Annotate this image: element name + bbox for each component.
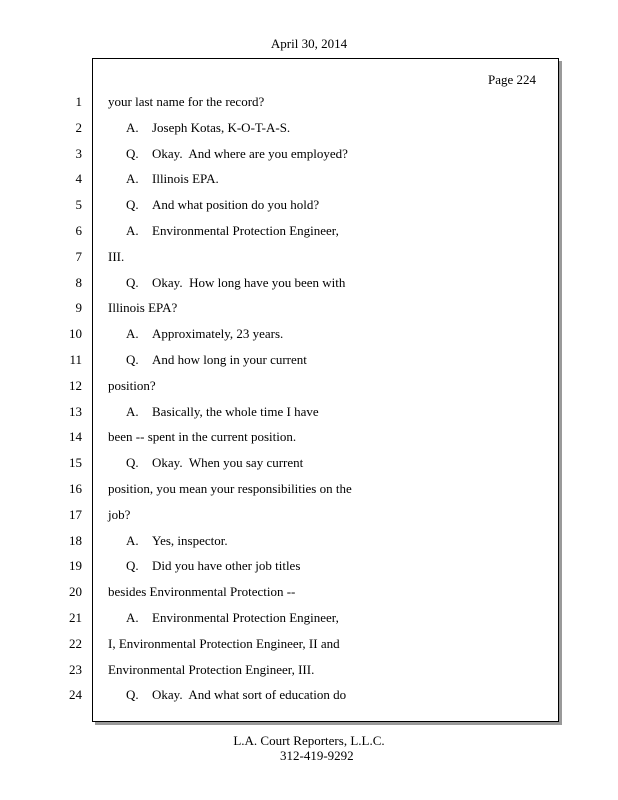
speaker-label: Q. (126, 145, 139, 161)
line-number: 11 (69, 351, 82, 367)
line-number: 2 (75, 119, 82, 135)
speaker-label: A. (126, 326, 139, 342)
speaker-label: Q. (126, 197, 139, 213)
transcript-line (108, 481, 548, 507)
line-number: 6 (75, 222, 82, 238)
speaker-label: A. (126, 222, 139, 238)
line-text: Okay. When you say current (152, 455, 304, 471)
line-text: been -- spent in the current position. (108, 429, 297, 445)
line-text: Environmental Protection Engineer, (152, 609, 339, 625)
line-number: 19 (69, 558, 82, 574)
line-text: Environmental Protection Engineer, (152, 222, 339, 238)
speaker-label: A. (126, 171, 139, 187)
line-number: 7 (75, 248, 82, 264)
line-text: Okay. How long have you been with (152, 274, 346, 290)
line-number: 17 (69, 506, 82, 522)
speaker-label: Q. (126, 351, 139, 367)
transcript-line (108, 223, 548, 249)
transcript-line (108, 533, 548, 559)
speaker-label: A. (126, 403, 139, 419)
line-number: 12 (69, 377, 82, 393)
line-text: Joseph Kotas, K-O-T-A-S. (152, 119, 291, 135)
speaker-label: A. (126, 609, 139, 625)
line-number: 14 (69, 429, 82, 445)
transcript-line (108, 352, 548, 378)
line-text: Okay. And what sort of education do (152, 687, 347, 703)
line-text: Illinois EPA. (152, 171, 219, 187)
transcript-line (108, 120, 548, 146)
transcript-line (108, 249, 548, 275)
line-number: 3 (75, 145, 82, 161)
speaker-label: A. (126, 119, 139, 135)
speaker-label: Q. (126, 687, 139, 703)
line-number: 24 (69, 687, 82, 703)
transcript-line (108, 558, 548, 584)
transcript-line (108, 507, 548, 533)
transcript-line (108, 455, 548, 481)
transcript-line (108, 610, 548, 636)
page-number: Page 224 (487, 72, 536, 87)
line-number: 21 (69, 609, 82, 625)
line-number: 18 (69, 532, 82, 548)
speaker-label: Q. (126, 274, 139, 290)
line-text: Basically, the whole time I have (152, 403, 319, 419)
transcript-line (108, 197, 548, 223)
transcript-line (108, 326, 548, 352)
line-number: 5 (75, 197, 82, 213)
line-text: And what position do you hold? (152, 197, 320, 213)
transcript-line (108, 584, 548, 610)
court-reporter-phone: 312-419-9292 (280, 748, 354, 763)
line-number: 23 (69, 661, 82, 677)
speaker-label: A. (126, 532, 139, 548)
line-number-column (40, 94, 82, 713)
line-text: besides Environmental Protection -- (108, 584, 296, 600)
transcript-text (108, 94, 548, 713)
line-number: 10 (69, 326, 82, 342)
line-number: 16 (69, 480, 82, 496)
transcript-line (108, 94, 548, 120)
transcript-line (108, 275, 548, 301)
transcript-line (108, 146, 548, 172)
line-text: And how long in your current (152, 351, 307, 367)
line-number: 9 (75, 300, 82, 316)
line-text: Illinois EPA? (108, 300, 178, 316)
line-number: 20 (69, 584, 82, 600)
transcript-line (108, 636, 548, 662)
court-reporter-name: L.A. Court Reporters, L.L.C. (233, 733, 385, 748)
line-text: your last name for the record? (108, 94, 265, 109)
line-text: I, Environmental Protection Engineer, II and (108, 635, 340, 651)
transcript-line (108, 300, 548, 326)
transcript-date: April 30, 2014 (270, 36, 348, 51)
transcript-line (108, 687, 548, 713)
line-number: 8 (75, 274, 82, 290)
transcript-line (108, 662, 548, 688)
line-text: Did you have other job titles (152, 558, 301, 574)
transcript-line (108, 378, 548, 404)
line-text: Yes, inspector. (152, 532, 228, 548)
speaker-label: Q. (126, 455, 139, 471)
line-text: position? (108, 377, 156, 393)
transcript-line (108, 404, 548, 430)
line-number: 4 (75, 171, 82, 187)
line-text: Environmental Protection Engineer, III. (108, 661, 315, 677)
line-text: Approximately, 23 years. (152, 326, 284, 342)
line-number: 1 (75, 94, 82, 109)
line-text: job? (108, 506, 131, 522)
line-text: position, you mean your responsibilities on the (108, 480, 352, 496)
line-text: III. (108, 248, 125, 264)
line-number: 13 (69, 403, 82, 419)
transcript-line (108, 429, 548, 455)
transcript-line (108, 171, 548, 197)
line-number: 15 (69, 455, 82, 471)
line-text: Okay. And where are you employed? (152, 145, 348, 161)
line-number: 22 (69, 635, 82, 651)
speaker-label: Q. (126, 558, 139, 574)
